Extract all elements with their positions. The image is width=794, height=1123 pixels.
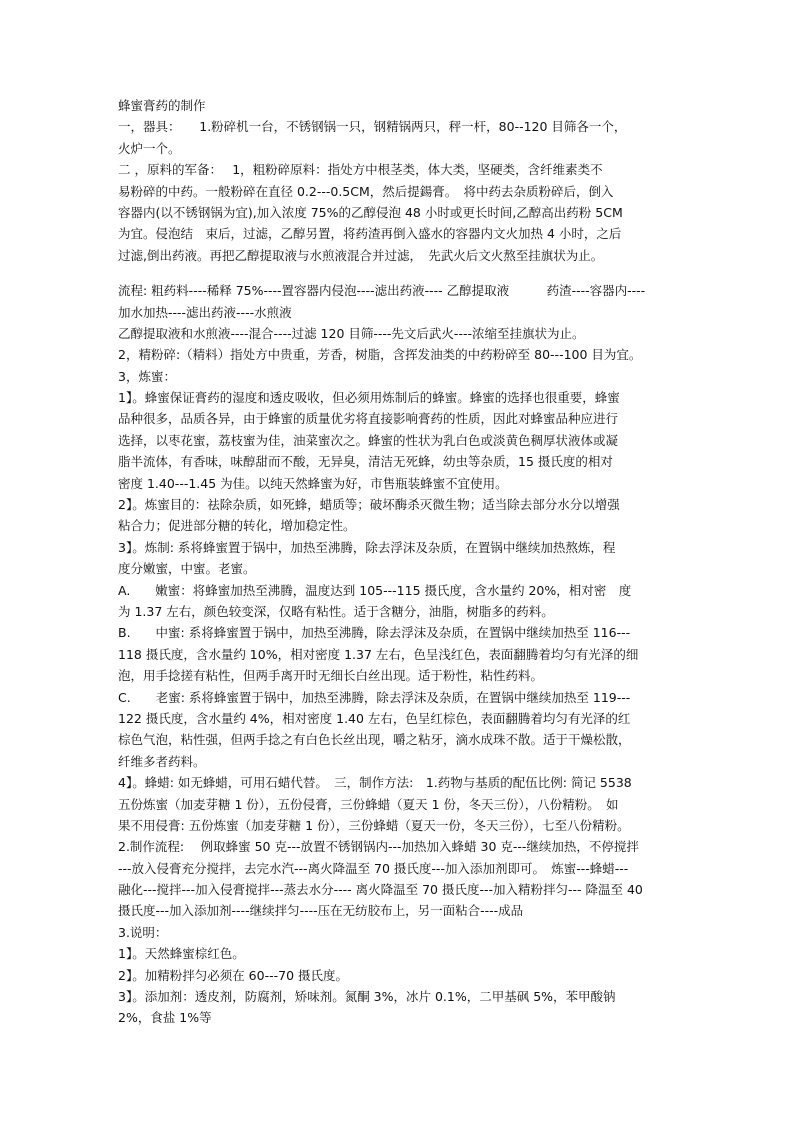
text-line: 2】。炼蜜目的：祛除杂质，如死蜂，蜡质等；破坏酶杀灭微生物；适当除去部分水分以增强	[118, 497, 620, 513]
text-line: 2.制作流程: 例取蜂蜜 50 克---放置不锈钢锅内---加热加入蜂蜡 30 克---继续加热，不停搅拌	[118, 839, 639, 855]
text-line: 选择，以枣花蜜，荔枝蜜为佳，油菜蜜次之。蜂蜜的性状为乳白色或淡黄色稠厚状液体或凝	[118, 432, 619, 448]
text-line: 加水加热----滤出药液----水煎液	[118, 304, 292, 320]
text-line: 过滤,倒出药液。再把乙醇提取液与水煎液混合并过滤， 先武火后文火熬至挂旗状为止。	[118, 247, 604, 263]
text-line: 泡，用手捻搓有粘性，但两手离开时无细长白丝出现。适于粉性，粘性药料。	[118, 668, 544, 684]
text-line: 2%，食盐 1%等	[118, 1010, 212, 1026]
text-line: 3】。炼制: 系将蜂蜜置于锅中，加热至沸腾，除去浮沫及杂质，在置锅中继续加热熬炼，程	[118, 539, 616, 555]
text-line: 脂半流体，有香味，味醇甜而不酸，无异臭，清洁无死蜂，幼虫等杂质，15 摄氏度的相对	[118, 454, 613, 470]
text-line: 流程: 粗药料----稀释 75%----置容器内侵泡----滤出药液---- 乙醇提取液 药渣----容器内----	[118, 283, 646, 299]
text-line: 122 摄氏度，含水量约 4%，相对密度 1.40 左右，色呈红棕色，表面翻腾着均匀有光泽的红	[118, 710, 631, 726]
text-line: 棕色气泡，粘性强，但两手捻之有白色长丝出现，嚼之粘牙，滴水成珠不散。适于干燥松散，	[118, 732, 631, 748]
text-line: 2，精粉碎:（精料）指处方中贵重，芳香，树脂，含挥发油类的中药粉碎至 80---100 目为宜。	[118, 347, 642, 363]
document-title: 蜂蜜膏药的制作	[118, 98, 206, 113]
text-line: ---放入侵膏充分搅拌，去完水汽---离火降温至 70 摄氏度---加入添加剂即可。 炼蜜---蜂蜡---	[118, 860, 629, 876]
text-line: 融化---搅拌---加入侵膏搅拌---蒸去水分---- 离火降温至 70 摄氏度---加入精粉拌匀--- 降温至 40	[118, 882, 643, 898]
text-line: 3】。添加剂：透皮剂，防腐剂，矫味剂。氮酮 3%，冰片 0.1%，二甲基砜 5%，苯甲酸钠	[118, 989, 616, 1005]
text-line: 二 ，原料的军备： 1，粗粉碎原料：指处方中根茎类，体大类，坚硬类，含纤维素类不	[118, 162, 603, 178]
text-line: 火炉一个。	[118, 140, 181, 156]
text-line: C. 老蜜: 系将蜂蜜置于锅中，加热至沸腾，除去浮沫及杂质，在置锅中继续加热至 119---	[118, 689, 631, 705]
text-line: 乙醇提取液和水煎液----混合----过滤 120 目筛----先文后武火----浓缩至挂旗状为止。	[118, 325, 585, 341]
document-body	[118, 95, 688, 1029]
text-line: 度分嫩蜜，中蜜。老蜜。	[118, 561, 256, 577]
text-line: 一，器具： 1.粉碎机一台，不锈钢锅一只，钢精锅两只，秤一杆，80--120 目筛各一个，	[118, 119, 627, 135]
text-line: 粘合力；促进部分糖的转化，增加稳定性。	[118, 518, 356, 534]
text-line: 为宜。侵泡结 束后，过滤，乙醇另置，将药渣再倒入盛水的容器内文火加热 4 小时，之后	[118, 226, 622, 242]
text-line: 1】。天然蜂蜜棕红色。	[118, 946, 245, 962]
text-line: 摄氏度---加入添加剂----继续拌匀----压在无纺胶布上，另一面粘合----成品	[118, 903, 524, 919]
text-line: 果不用侵膏: 五份炼蜜（加麦芽糖 1 份），三份蜂蜡（夏天一份，冬天三份），七至八份精粉。	[118, 817, 630, 833]
text-line: 易粉碎的中药。一般粉碎在直径 0.2---0.5CM，然后提鍚膏。 将中药去杂质粉碎后，倒入	[118, 183, 614, 199]
text-line: 3，炼蜜：	[118, 368, 176, 384]
text-line: A. 嫩蜜：将蜂蜜加热至沸腾，温度达到 105---115 摄氏度，含水量约 20%，相对密 度	[118, 582, 632, 598]
text-line: 3.说明：	[118, 924, 168, 940]
text-line: 1】。蜂蜜保证膏药的湿度和透皮吸收，但必须用炼制后的蜂蜜。蜂蜜的选择也很重要，蜂蜜	[118, 390, 620, 406]
text-line: 五份炼蜜（加麦芽糖 1 份），五份侵膏，三份蜂蜡（夏天 1 份，冬天三份），八份精粉。 如	[118, 796, 619, 812]
document-text	[118, 116, 688, 1028]
text-line: B. 中蜜: 系将蜂蜜置于锅中，加热至沸腾，除去浮沫及杂质，在置锅中继续加热至 116---	[118, 625, 631, 641]
text-line: 纤维多者药料。	[118, 753, 206, 769]
text-line: 为 1.37 左右，颜色较变深，仅略有粘性。适于含糖分，油脂，树脂多的药料。	[118, 603, 554, 619]
text-line: 品种很多，品质各异，由于蜂蜜的质量优劣将直接影响膏药的性质，因此对蜂蜜品种应进行	[118, 411, 619, 427]
text-line: 4】。蜂蜡: 如无蜂蜡，可用石蜡代替。 三，制作方法: 1.药物与基质的配伍比例: 简记 5538	[118, 775, 632, 791]
text-line: 密度 1.40---1.45 为佳。以纯天然蜂蜜为好，市售瓶装蜂蜜不宜使用。	[118, 475, 508, 491]
text-line: 118 摄氏度，含水量约 10%，相对密度 1.37 左右，色呈浅红色，表面翻腾着均匀有光泽的细	[118, 646, 639, 662]
text-line: 容器内(以不锈钢锅为宜),加入浓度 75%的乙醇侵泡 48 小时或更长时间,乙醇高出药粉 5CM	[118, 204, 623, 220]
text-line: 2】。加精粉拌匀必须在 60---70 摄氏度。	[118, 967, 348, 983]
paragraph-gap	[118, 266, 688, 280]
